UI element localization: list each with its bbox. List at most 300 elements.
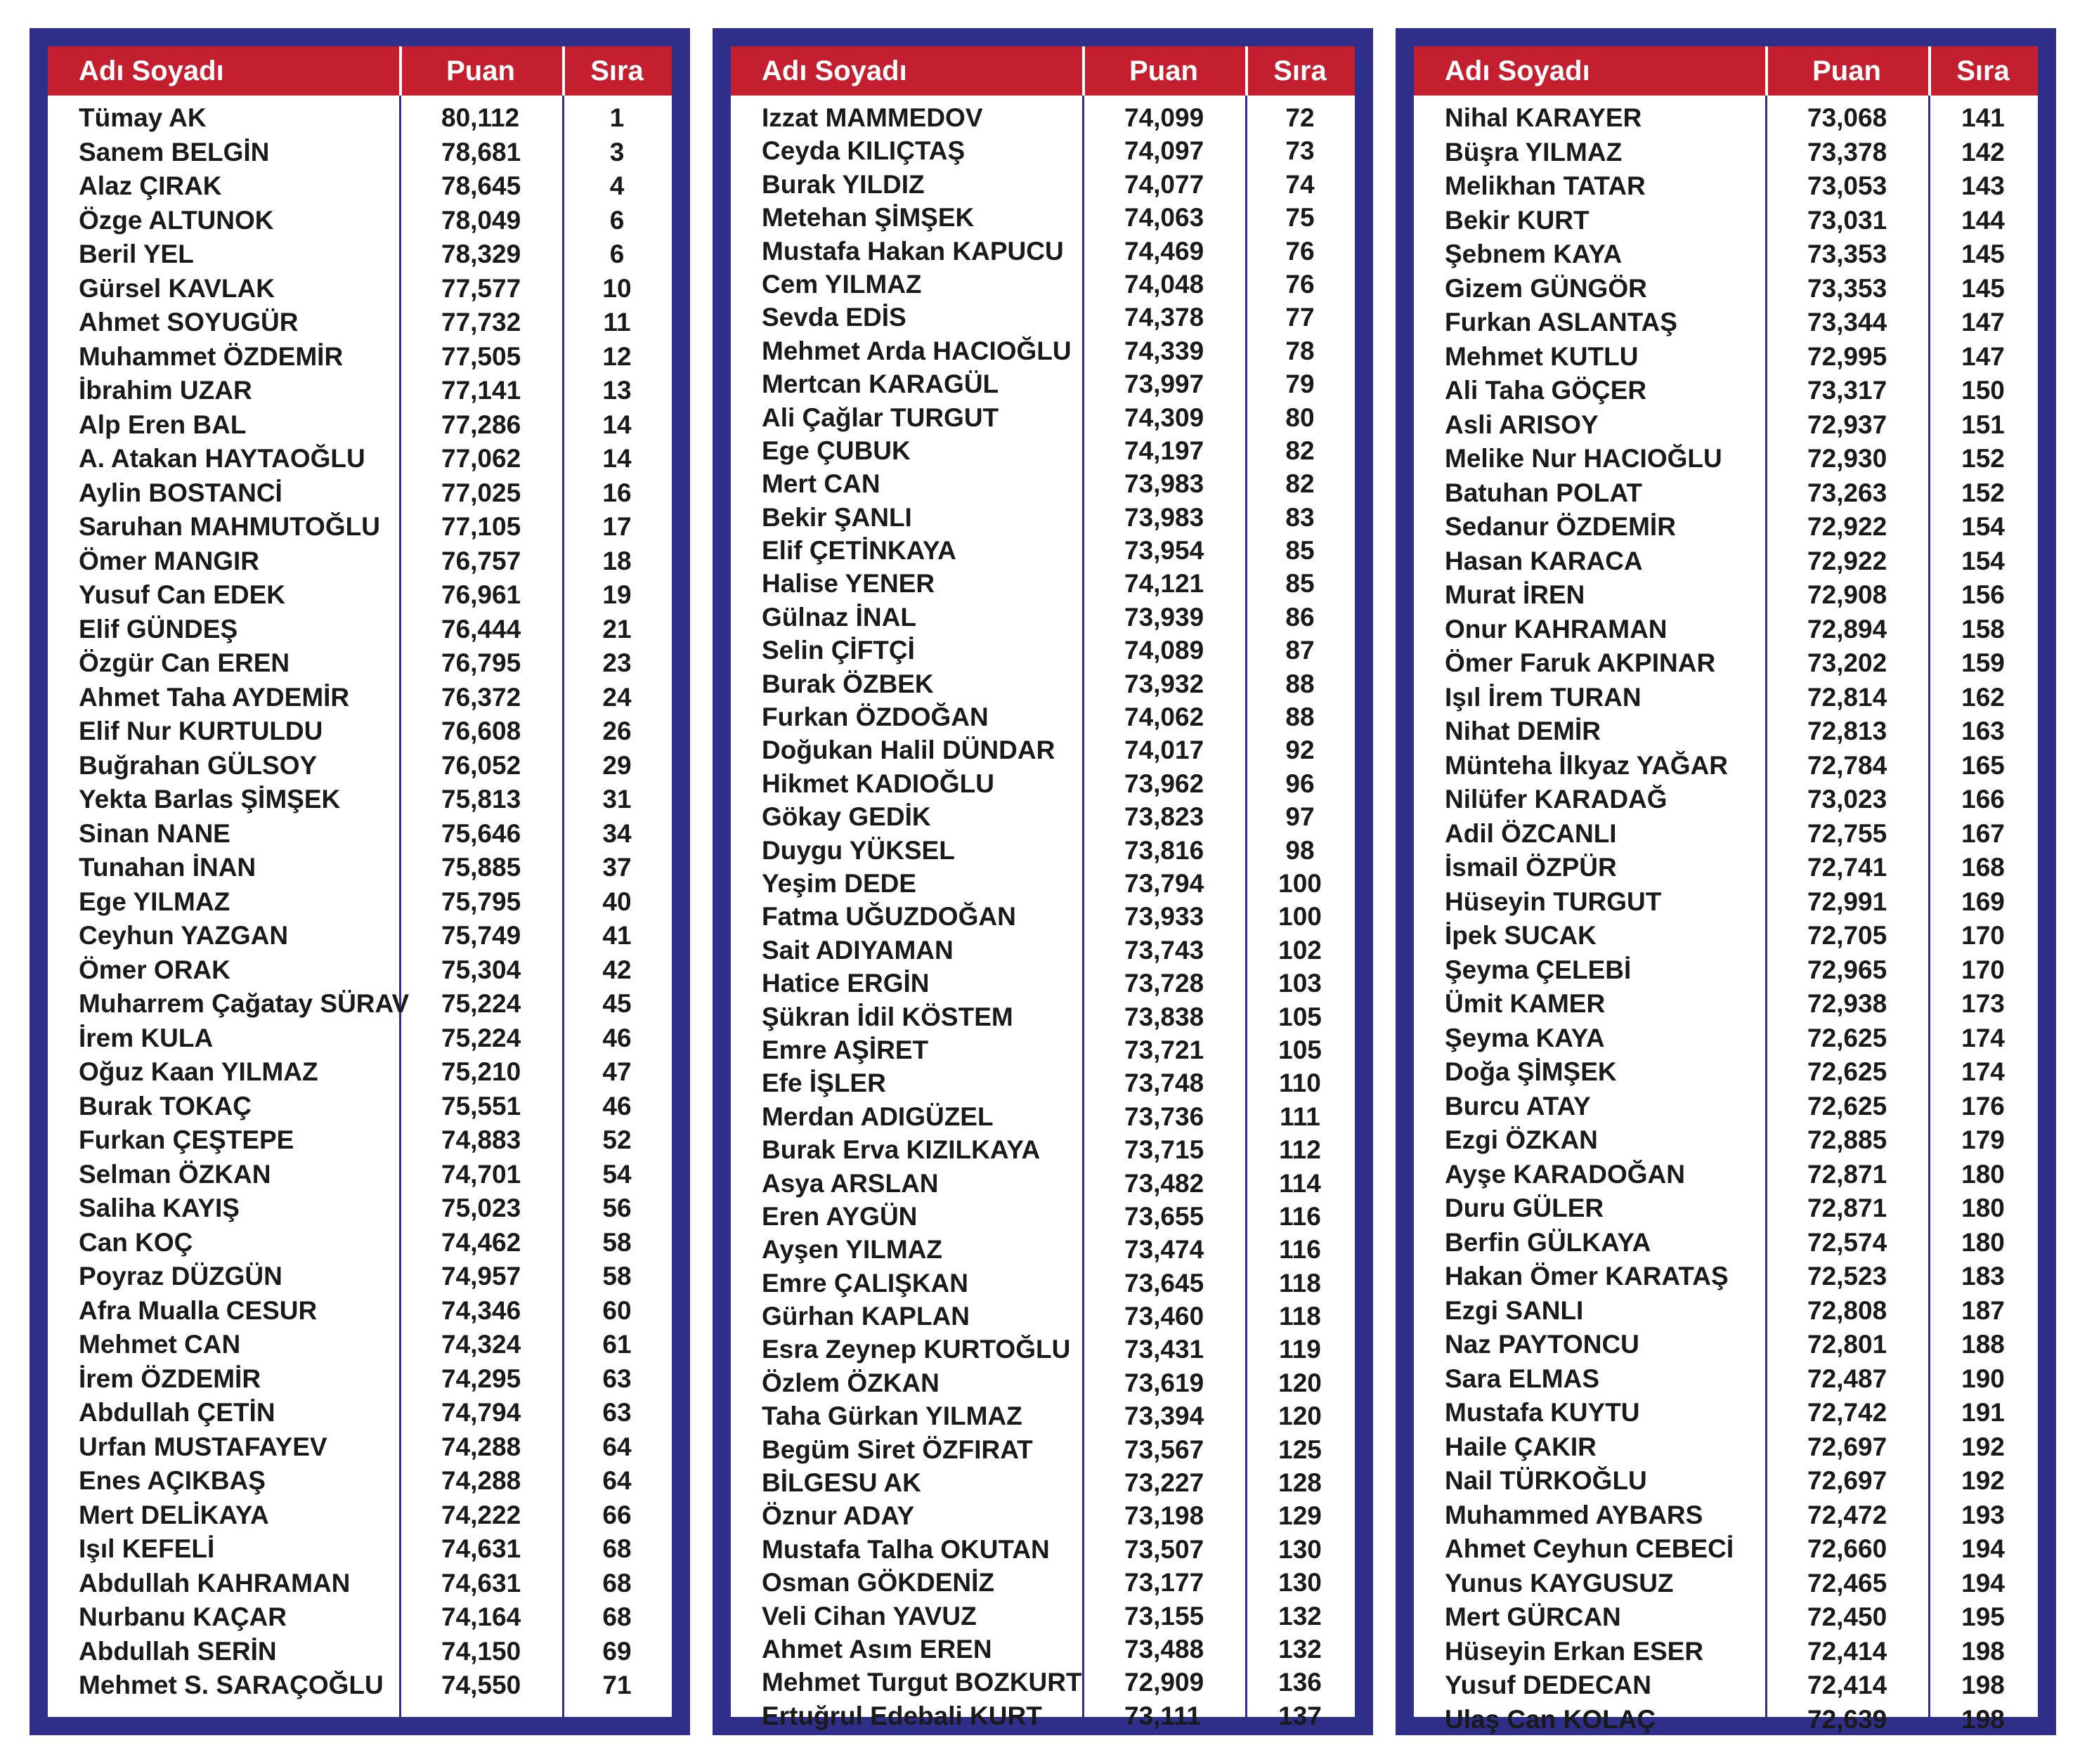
header-rank: Sıra <box>1273 55 1327 86</box>
name-cell: Mehmet Turgut BOZKURT <box>762 1668 1082 1697</box>
table-row <box>1414 613 2038 647</box>
rank-cell: 118 <box>1279 1268 1321 1298</box>
table-row <box>48 1668 672 1703</box>
table-row <box>48 578 672 613</box>
score-cell: 72,965 <box>1807 955 1887 984</box>
table-row <box>48 1021 672 1056</box>
rank-cell: 145 <box>1961 273 2005 303</box>
table-row <box>48 817 672 851</box>
score-cell: 76,757 <box>441 546 521 575</box>
name-cell: Emre ÇALIŞKAN <box>762 1268 968 1298</box>
score-cell: 76,608 <box>441 717 521 745</box>
table-row <box>48 101 672 136</box>
rank-cell: 144 <box>1961 205 2005 235</box>
score-cell: 74,378 <box>1124 303 1204 332</box>
table-row <box>48 851 672 885</box>
name-cell: Burak Erva KIZILKAYA <box>762 1135 1041 1165</box>
name-cell: Mehmet S. SARAÇOĞLU <box>79 1671 384 1699</box>
score-cell: 74,701 <box>441 1159 521 1189</box>
name-cell: Burak YILDIZ <box>762 169 925 199</box>
table-row <box>48 1090 672 1124</box>
table-row <box>48 510 672 544</box>
score-cell: 73,939 <box>1124 602 1204 632</box>
rank-cell: 183 <box>1961 1262 2005 1291</box>
score-cell: 74,794 <box>441 1398 521 1427</box>
score-cell: 74,097 <box>1124 136 1204 166</box>
score-cell: 77,025 <box>441 478 521 507</box>
name-cell: Bekir KURT <box>1445 205 1590 235</box>
name-cell: İrem KULA <box>79 1023 214 1052</box>
table-row <box>48 1430 672 1465</box>
score-cell: 73,488 <box>1124 1634 1204 1664</box>
table-row <box>1414 1430 2038 1465</box>
table-row <box>731 1499 1355 1532</box>
score-cell: 77,732 <box>441 308 521 337</box>
rank-cell: 111 <box>1280 1102 1320 1131</box>
results-table-3 <box>1396 28 2056 1735</box>
rank-cell: 17 <box>602 512 632 541</box>
table-row <box>1414 1668 2038 1703</box>
rank-cell: 119 <box>1279 1335 1321 1364</box>
rank-cell: 71 <box>602 1671 632 1699</box>
name-cell: Ömer ORAK <box>79 955 230 984</box>
table-row <box>731 1699 1355 1732</box>
name-cell: Mertcan KARAGÜL <box>762 370 999 399</box>
score-cell: 74,164 <box>441 1602 521 1631</box>
rank-cell: 151 <box>1961 410 2005 439</box>
rank-cell: 128 <box>1278 1468 1322 1498</box>
table-row <box>731 900 1355 933</box>
rank-cell: 64 <box>602 1466 632 1495</box>
rank-cell: 31 <box>602 785 632 814</box>
rank-cell: 68 <box>602 1534 632 1563</box>
table-row <box>1414 204 2038 238</box>
name-cell: Münteha İlkyaz YAĞAR <box>1445 750 1729 780</box>
score-cell: 78,049 <box>441 205 521 235</box>
name-cell: Ahmet SOYUGÜR <box>79 308 299 337</box>
score-cell: 73,823 <box>1124 802 1204 832</box>
score-cell: 74,631 <box>441 1568 521 1598</box>
rank-cell: 192 <box>1961 1466 2005 1495</box>
rank-cell: 137 <box>1278 1701 1322 1730</box>
score-cell: 72,755 <box>1807 818 1887 848</box>
table-row <box>731 700 1355 733</box>
table-body <box>1414 101 2038 1737</box>
rank-cell: 23 <box>602 648 632 677</box>
rank-cell: 147 <box>1961 341 2005 371</box>
score-cell: 74,222 <box>441 1500 521 1529</box>
score-cell: 73,507 <box>1124 1534 1204 1564</box>
name-cell: Gülnaz İNAL <box>762 602 916 632</box>
score-cell: 75,795 <box>441 887 521 916</box>
score-cell: 74,099 <box>1124 103 1204 132</box>
name-cell: Ege YILMAZ <box>79 887 230 916</box>
rank-cell: 180 <box>1961 1227 2005 1257</box>
rank-cell: 103 <box>1278 969 1322 998</box>
table-row <box>731 268 1355 301</box>
table-row <box>731 1600 1355 1633</box>
table-row <box>731 1333 1355 1366</box>
table-row <box>48 272 672 306</box>
name-cell: Mert GÜRCAN <box>1445 1602 1621 1631</box>
rank-cell: 158 <box>1961 614 2005 643</box>
table-row <box>731 634 1355 667</box>
rank-cell: 166 <box>1961 785 2005 814</box>
table-row <box>731 1000 1355 1033</box>
table-row <box>731 1300 1355 1333</box>
score-cell: 72,813 <box>1807 717 1887 745</box>
score-cell: 73,202 <box>1807 648 1887 677</box>
rank-cell: 154 <box>1961 512 2005 541</box>
rank-cell: 60 <box>602 1295 632 1325</box>
name-cell: Furkan ASLANTAŞ <box>1445 308 1677 337</box>
rank-cell: 100 <box>1278 868 1322 898</box>
score-cell: 72,741 <box>1807 853 1887 882</box>
table-row <box>731 334 1355 367</box>
table-row <box>731 367 1355 400</box>
table-row <box>1414 1567 2038 1601</box>
score-cell: 72,784 <box>1807 750 1887 780</box>
rank-cell: 198 <box>1961 1704 2005 1734</box>
table-body <box>731 101 1355 1732</box>
score-cell: 75,885 <box>441 853 521 882</box>
table-row <box>48 1055 672 1090</box>
name-cell: Batuhan POLAT <box>1445 478 1642 507</box>
table-row <box>1414 1498 2038 1533</box>
table-row <box>1414 374 2038 408</box>
table-row <box>1414 510 2038 544</box>
score-cell: 77,105 <box>441 512 521 541</box>
table-row <box>1414 101 2038 136</box>
rank-cell: 79 <box>1285 370 1315 399</box>
table-row <box>1414 1123 2038 1158</box>
header-divider <box>1082 46 1085 96</box>
rank-cell: 63 <box>602 1364 632 1393</box>
rank-cell: 194 <box>1961 1534 2005 1563</box>
table-row <box>1414 1158 2038 1192</box>
header-rank: Sıra <box>1956 55 2010 86</box>
score-cell: 72,574 <box>1807 1227 1887 1257</box>
name-cell: Elif ÇETİNKAYA <box>762 536 956 566</box>
name-cell: Taha Gürkan YILMAZ <box>762 1402 1022 1431</box>
name-cell: Burcu ATAY <box>1445 1091 1591 1121</box>
score-cell: 72,938 <box>1807 989 1887 1018</box>
table-row <box>731 1066 1355 1099</box>
score-cell: 75,551 <box>441 1091 521 1121</box>
rank-cell: 56 <box>602 1194 632 1222</box>
table-row <box>1414 783 2038 817</box>
name-cell: Sedanur ÖZDEMİR <box>1445 512 1676 541</box>
score-cell: 74,062 <box>1124 703 1204 732</box>
table-row <box>731 934 1355 967</box>
rank-cell: 14 <box>602 410 632 439</box>
rank-cell: 132 <box>1278 1601 1322 1631</box>
rank-cell: 112 <box>1279 1135 1321 1165</box>
table-row <box>48 1260 672 1294</box>
score-cell: 73,794 <box>1124 868 1204 898</box>
rank-cell: 6 <box>609 205 625 235</box>
rank-cell: 198 <box>1961 1671 2005 1699</box>
score-cell: 73,431 <box>1124 1335 1204 1364</box>
rank-cell: 45 <box>602 989 632 1018</box>
score-cell: 72,922 <box>1807 546 1887 575</box>
rank-cell: 61 <box>602 1330 632 1359</box>
score-cell: 72,465 <box>1807 1568 1887 1598</box>
header-divider <box>562 46 565 96</box>
table-row <box>731 1566 1355 1599</box>
rank-cell: 14 <box>602 444 632 473</box>
rank-cell: 87 <box>1285 636 1315 665</box>
rank-cell: 13 <box>602 376 632 405</box>
rank-cell: 24 <box>602 682 632 712</box>
table-row <box>1414 1226 2038 1260</box>
table-row <box>731 1233 1355 1266</box>
rank-cell: 12 <box>602 341 632 371</box>
name-cell: Asli ARISOY <box>1445 410 1599 439</box>
table-row <box>48 1498 672 1533</box>
name-cell: Yekta Barlas ŞİMŞEK <box>79 785 341 814</box>
name-cell: Ezgi ÖZKAN <box>1445 1125 1598 1154</box>
score-cell: 72,625 <box>1807 1091 1887 1121</box>
name-cell: Mustafa KUYTU <box>1445 1398 1640 1427</box>
score-cell: 75,224 <box>441 1023 521 1052</box>
table-row <box>1414 1191 2038 1226</box>
score-cell: 73,954 <box>1124 536 1204 566</box>
rank-cell: 37 <box>602 853 632 882</box>
rank-cell: 179 <box>1961 1125 2005 1154</box>
header-divider <box>1928 46 1931 96</box>
score-cell: 75,813 <box>441 785 521 814</box>
table-row <box>1414 817 2038 851</box>
score-cell: 72,742 <box>1807 1398 1887 1427</box>
name-cell: Melike Nur HACIOĞLU <box>1445 444 1722 473</box>
score-cell: 73,353 <box>1807 273 1887 303</box>
table-row <box>1414 987 2038 1021</box>
rank-cell: 192 <box>1961 1432 2005 1461</box>
score-cell: 74,346 <box>441 1295 521 1325</box>
rank-cell: 143 <box>1961 171 2005 200</box>
name-cell: Ahmet Ceyhun CEBECİ <box>1445 1534 1734 1563</box>
table-row <box>1414 749 2038 783</box>
table-row <box>1414 919 2038 953</box>
rank-cell: 100 <box>1278 902 1322 932</box>
rank-cell: 169 <box>1961 887 2005 916</box>
rank-cell: 170 <box>1961 955 2005 984</box>
table-row <box>731 1666 1355 1699</box>
table-row <box>1414 1532 2038 1567</box>
score-cell: 73,460 <box>1124 1302 1204 1331</box>
name-cell: Adil ÖZCANLI <box>1445 818 1617 848</box>
score-cell: 74,121 <box>1124 569 1204 599</box>
score-cell: 73,198 <box>1124 1501 1204 1531</box>
name-cell: Nurbanu KAÇAR <box>79 1602 287 1631</box>
name-cell: Nihat DEMİR <box>1445 717 1601 745</box>
score-cell: 73,263 <box>1807 478 1887 507</box>
table-row <box>48 442 672 476</box>
table-row <box>731 667 1355 700</box>
name-cell: Murat İREN <box>1445 580 1585 609</box>
table-row <box>1414 1703 2038 1737</box>
score-cell: 73,838 <box>1124 1002 1204 1031</box>
rank-cell: 26 <box>602 717 632 745</box>
table-row <box>48 953 672 988</box>
rank-cell: 142 <box>1961 137 2005 166</box>
rank-cell: 21 <box>602 614 632 643</box>
score-cell: 76,961 <box>441 580 521 609</box>
table-row <box>1414 1294 2038 1328</box>
name-cell: İsmail ÖZPÜR <box>1445 853 1617 882</box>
name-cell: Saliha KAYIŞ <box>79 1194 240 1222</box>
name-cell: Emre AŞİRET <box>762 1035 929 1064</box>
name-cell: Begüm Siret ÖZFIRAT <box>762 1435 1033 1464</box>
rank-cell: 88 <box>1285 669 1315 698</box>
name-cell: Ertuğrul Edebali KURT <box>762 1701 1042 1730</box>
name-cell: Yusuf Can EDEK <box>79 580 285 609</box>
score-cell: 74,288 <box>441 1432 521 1461</box>
name-cell: Mustafa Talha OKUTAN <box>762 1534 1050 1564</box>
table-row <box>1414 237 2038 272</box>
score-cell: 74,295 <box>441 1364 521 1393</box>
table-row <box>731 1033 1355 1066</box>
rank-cell: 98 <box>1285 835 1315 865</box>
score-cell: 73,482 <box>1124 1168 1204 1198</box>
score-cell: 73,933 <box>1124 902 1204 932</box>
name-cell: Saruhan MAHMUTOĞLU <box>79 512 380 541</box>
rank-cell: 80 <box>1285 403 1315 432</box>
rank-cell: 130 <box>1278 1568 1322 1598</box>
table-row <box>1414 1090 2038 1124</box>
table-row <box>48 646 672 681</box>
results-table-2 <box>713 28 1373 1735</box>
rank-cell: 105 <box>1278 1002 1322 1031</box>
rank-cell: 11 <box>603 308 631 337</box>
header-rank: Sıra <box>590 55 644 86</box>
name-cell: Cem YILMAZ <box>762 269 922 299</box>
score-cell: 73,816 <box>1124 835 1204 865</box>
table-row <box>731 301 1355 334</box>
score-cell: 77,505 <box>441 341 521 371</box>
name-cell: Abdullah KAHRAMAN <box>79 1568 351 1598</box>
name-cell: Elif Nur KURTULDU <box>79 717 323 745</box>
rank-cell: 88 <box>1285 703 1315 732</box>
score-cell: 72,991 <box>1807 887 1887 916</box>
score-cell: 72,808 <box>1807 1295 1887 1325</box>
name-cell: Gürsel KAVLAK <box>79 273 275 303</box>
name-cell: Metehan ŞİMŞEK <box>762 203 975 233</box>
rank-cell: 195 <box>1961 1602 2005 1631</box>
score-cell: 73,031 <box>1807 205 1887 235</box>
rank-cell: 34 <box>602 818 632 848</box>
name-cell: Muhammed AYBARS <box>1445 1500 1703 1529</box>
score-cell: 73,721 <box>1124 1035 1204 1064</box>
table-row <box>48 783 672 817</box>
rank-cell: 163 <box>1961 717 2005 745</box>
score-cell: 74,631 <box>441 1534 521 1563</box>
table-row <box>1414 169 2038 204</box>
name-cell: Bekir ŞANLI <box>762 502 912 532</box>
score-cell: 72,523 <box>1807 1262 1887 1291</box>
score-cell: 72,625 <box>1807 1057 1887 1086</box>
table-row <box>48 237 672 272</box>
table-row <box>1414 578 2038 613</box>
rank-cell: 54 <box>602 1159 632 1189</box>
table-row <box>731 434 1355 467</box>
rank-cell: 116 <box>1279 1201 1321 1231</box>
rank-cell: 150 <box>1961 376 2005 405</box>
rank-cell: 41 <box>602 921 632 950</box>
name-cell: İbrahim UZAR <box>79 376 252 405</box>
table-row <box>48 1396 672 1430</box>
rank-cell: 68 <box>602 1602 632 1631</box>
rank-cell: 85 <box>1285 536 1315 566</box>
score-cell: 73,983 <box>1124 502 1204 532</box>
score-cell: 72,697 <box>1807 1466 1887 1495</box>
rank-cell: 141 <box>1961 103 2005 132</box>
name-cell: Ayşe KARADOĞAN <box>1445 1159 1685 1189</box>
table-row <box>48 681 672 715</box>
score-cell: 80,112 <box>441 103 520 132</box>
name-cell: Elif GÜNDEŞ <box>79 614 238 643</box>
rank-cell: 136 <box>1278 1668 1322 1697</box>
rank-cell: 118 <box>1279 1302 1321 1331</box>
name-cell: Duygu YÜKSEL <box>762 835 955 865</box>
table-row <box>48 885 672 920</box>
table-row <box>48 1328 672 1362</box>
rank-cell: 105 <box>1278 1035 1322 1064</box>
score-cell: 73,378 <box>1807 137 1887 166</box>
name-cell: Ahmet Taha AYDEMİR <box>79 682 350 712</box>
rank-cell: 193 <box>1961 1500 2005 1529</box>
name-cell: Nail TÜRKOĞLU <box>1445 1466 1647 1495</box>
rank-cell: 42 <box>602 955 632 984</box>
name-cell: Sara ELMAS <box>1445 1364 1600 1393</box>
name-cell: Muhammet ÖZDEMİR <box>79 341 344 371</box>
table-row <box>1414 408 2038 443</box>
rank-cell: 198 <box>1961 1636 2005 1666</box>
header-name: Adı Soyadı <box>762 55 907 86</box>
score-cell: 72,930 <box>1807 444 1887 473</box>
score-cell: 77,141 <box>441 376 521 405</box>
table-row <box>731 1633 1355 1666</box>
header-name: Adı Soyadı <box>1445 55 1590 86</box>
table-row <box>731 867 1355 900</box>
rank-cell: 170 <box>1961 921 2005 950</box>
table-row <box>48 1158 672 1192</box>
name-cell: Haile ÇAKIR <box>1445 1432 1597 1461</box>
table-row <box>1414 885 2038 920</box>
header-score: Puan <box>1812 55 1881 86</box>
rank-cell: 75 <box>1285 203 1315 233</box>
score-cell: 73,068 <box>1807 103 1887 132</box>
name-cell: Yusuf DEDECAN <box>1445 1671 1651 1699</box>
table-row <box>48 1635 672 1669</box>
name-cell: İpek SUCAK <box>1445 921 1597 950</box>
table-row <box>1414 1021 2038 1056</box>
rank-cell: 194 <box>1961 1568 2005 1598</box>
name-cell: Hüseyin TURGUT <box>1445 887 1662 916</box>
name-cell: Duru GÜLER <box>1445 1194 1604 1222</box>
table-row <box>1414 1635 2038 1669</box>
score-cell: 72,487 <box>1807 1364 1887 1393</box>
rank-cell: 120 <box>1278 1368 1322 1397</box>
name-cell: Ceyhun YAZGAN <box>79 921 289 950</box>
rank-cell: 63 <box>602 1398 632 1427</box>
name-cell: Muharrem Çağatay SÜRAV <box>79 989 410 1018</box>
name-cell: Sevda EDİS <box>762 303 906 332</box>
name-cell: Berfin GÜLKAYA <box>1445 1227 1651 1257</box>
name-cell: Abdullah SERİN <box>79 1636 277 1666</box>
score-cell: 75,224 <box>441 989 521 1018</box>
